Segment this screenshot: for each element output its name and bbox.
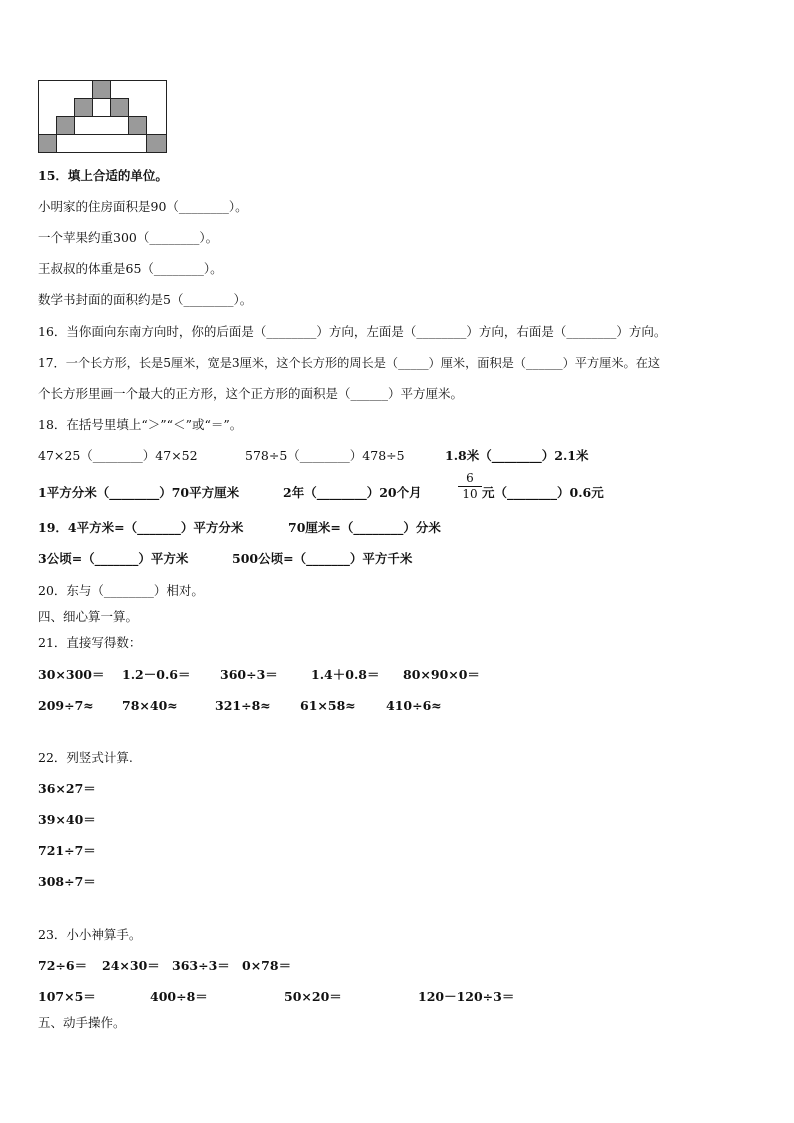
q23-row2-item-2: 400÷8＝ [150,989,208,1004]
q21-row2-item-3: 321÷8≈ [215,698,271,713]
q19-row2-item-2: 500公顷=（_______）平方千米 [232,551,413,566]
q16-text: 16．当你面向东南方向时，你的后面是（________）方向，左面是（________）方向，右面是（________）方向。 [38,324,667,339]
q15-line-2: 一个苹果约重300（________）。 [38,230,219,245]
q21-row2-item-4: 61×58≈ [300,698,356,713]
q19-row1-item-2: 70厘米=（________）分米 [288,520,441,535]
figure-square [75,99,93,117]
q23-row2-item-1: 107×5＝ [38,989,96,1004]
q15-line-3: 王叔叔的体重是65（________）。 [38,261,223,276]
q18-fraction-denominator: 10 [462,487,478,501]
q18-row1-item-1: 47×25（________）47×52 [38,448,198,463]
q21-row1-item-2: 1.2－0.6＝ [122,667,191,682]
staircase-figure [38,80,167,153]
figure-square [39,135,57,153]
figure-square [147,135,167,153]
q23-row1-item-1: 72÷6＝ [38,958,88,973]
q22-item-2: 39×40＝ [38,812,96,827]
q19-row1-item-1: 19．4平方米=（_______）平方分米 [38,520,244,535]
figure-square [111,99,129,117]
q22-item-3: 721÷7＝ [38,843,96,858]
q21-row1-item-3: 360÷3＝ [220,667,278,682]
figure-square [57,117,75,135]
q22-item-4: 308÷7＝ [38,874,96,889]
q17-line-1: 17．一个长方形，长是5厘米，宽是3厘米，这个长方形的周长是（_____）厘米，面积是（______）平方厘米。在这 [38,356,661,370]
section4-title: 四、细心算一算。 [38,609,139,624]
q23-row2-item-3: 50×20＝ [284,989,342,1004]
q18-title: 18．在括号里填上“＞”“＜”或“＝”。 [38,417,243,432]
q21-row2-item-1: 209÷7≈ [38,698,94,713]
q17-line-2: 个长方形里画一个最大的正方形，这个正方形的面积是（______）平方厘米。 [38,386,464,401]
q21-title: 21．直接写得数： [38,635,142,650]
q23-row1-item-4: 0×78＝ [242,958,292,973]
q21-row1-item-5: 80×90×0＝ [403,667,480,682]
q23-row2-item-4: 120－120÷3＝ [418,989,515,1004]
q21-row1-item-1: 30×300＝ [38,667,105,682]
q23-title: 23．小小神算手。 [38,927,142,942]
figure-square [93,81,111,99]
q22-title: 22．列竖式计算. [38,750,133,765]
figure-square [129,117,147,135]
q15-line-4: 数学书封面的面积约是5（________）。 [38,292,253,307]
section5-title: 五、动手操作。 [38,1015,126,1030]
q21-row1-item-4: 1.4＋0.8＝ [311,667,380,682]
q15-line-1: 小明家的住房面积是90（________）。 [38,199,248,214]
q18-row1-item-3: 1.8米（________）2.1米 [445,448,589,463]
q18-fraction-numerator: 6 [466,471,474,485]
q15-title: 15．填上合适的单位。 [38,168,168,183]
q23-row1-item-3: 363÷3＝ [172,958,230,973]
q19-row2-item-1: 3公顷=（_______）平方米 [38,551,189,566]
q22-item-1: 36×27＝ [38,781,96,796]
q18-row2-tail: 元（________）0.6元 [482,485,604,500]
q20-text: 20．东与（________）相对。 [38,583,204,598]
q18-row2-item-1: 1平方分米（________）70平方厘米 [38,485,240,500]
q21-row2-item-2: 78×40≈ [122,698,178,713]
q21-row2-item-5: 410÷6≈ [386,698,442,713]
q18-row2-item-2: 2年（________）20个月 [283,485,422,500]
q18-fraction [458,472,482,501]
q23-row1-item-2: 24×30＝ [102,958,160,973]
q18-row1-item-2: 578÷5（________）478÷5 [245,448,405,463]
